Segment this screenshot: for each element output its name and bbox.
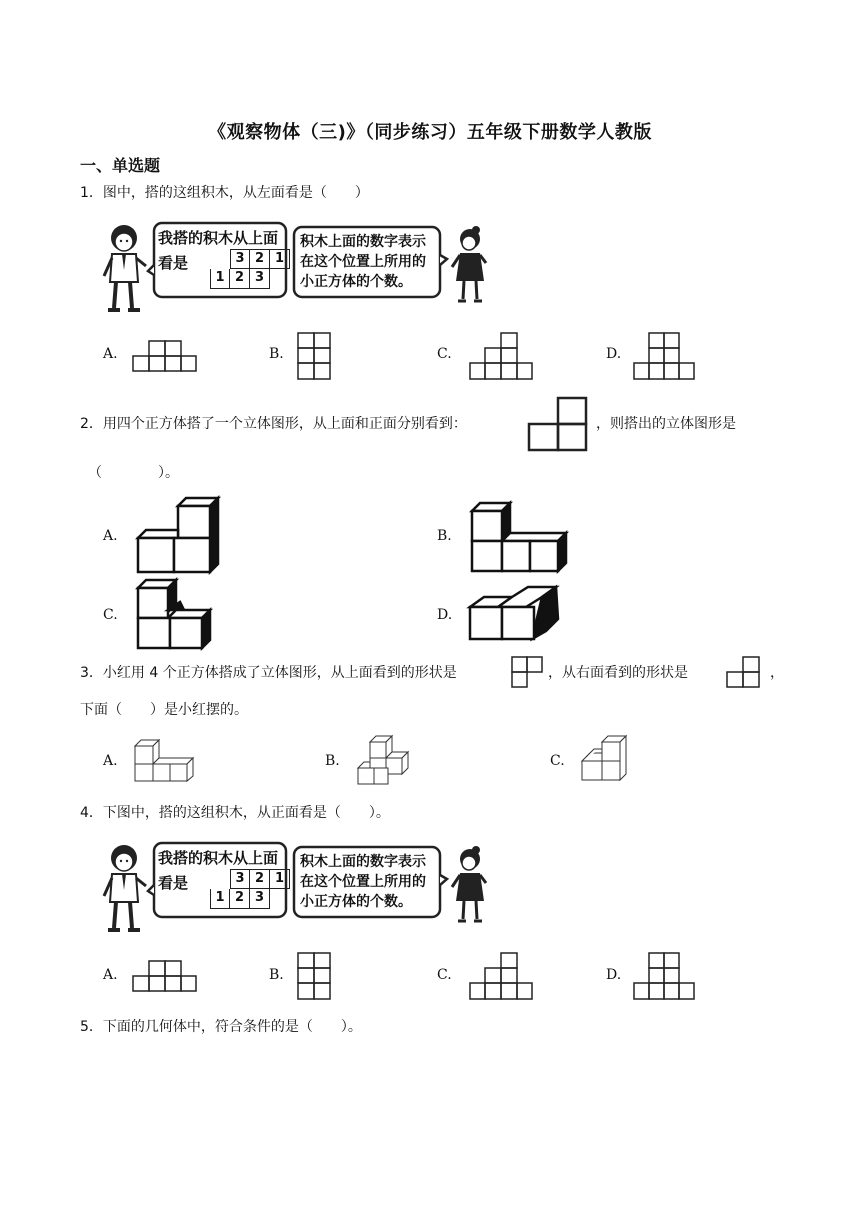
grid-row-bottom [210,269,270,289]
girl-speech-line2: 在这个位置上所用的 [300,874,426,890]
q3-right-view-figure [726,656,760,688]
question-3-text-end: ， [770,665,784,681]
q3-top-view-figure [511,656,543,688]
q2-option-d-solid[interactable] [468,583,562,641]
q1-option-d-view[interactable] [633,332,695,380]
question-3-text-middle: ，从右面看到的形状是 [548,665,688,681]
girl-figure-icon [450,845,488,925]
q2-option-c-solid[interactable] [136,580,216,650]
girl-speech-line3: 小正方体的个数。 [300,274,412,290]
grid-cell: 1 [210,889,230,909]
girl-figure-icon [450,225,488,305]
grid-cell: 1 [210,269,230,289]
question-5-text: 5．下面的几何体中，符合条件的是（ ）。 [80,1019,362,1035]
grid-row-bottom [210,889,270,909]
q3-option-a-solid[interactable] [133,738,195,782]
q1-option-a-label[interactable]: A. [103,346,118,362]
q4-option-c-label[interactable]: C. [437,967,452,983]
q3-option-a-label[interactable]: A. [103,753,118,769]
q4-option-d-view[interactable] [633,952,695,1000]
grid-cell: 2 [230,889,250,909]
q1-option-b-view[interactable] [297,332,331,380]
girl-speech-line1: 积木上面的数字表示 [300,234,426,250]
grid-row-top [210,249,290,269]
question-3-text-line2: 下面（ ）是小红摆的。 [80,702,248,718]
question-2-text-line2: （ ）。 [88,465,179,481]
grid-cell: 2 [250,869,270,889]
grid-cell: 1 [270,249,290,269]
section-heading: 一、单选题 [80,156,161,175]
question-4-illustration [100,835,490,935]
grid-cell: 2 [250,249,270,269]
boy-speech-prefix: 看是 [158,254,189,272]
q3-option-b-label[interactable]: B. [325,753,340,769]
grid-cell: 3 [230,869,250,889]
q4-option-c-view[interactable] [469,952,533,1000]
boy-speech-line1: 我搭的积木从上面 [158,849,279,867]
q3-option-b-solid[interactable] [356,736,410,786]
q1-option-c-view[interactable] [469,332,533,380]
page-title: 《观察物体（三)》（同步练习）五年级下册数学人教版 [208,122,652,143]
question-3-text-before: 3．小红用 4 个正方体搭成了立体图形，从上面看到的形状是 [80,665,457,681]
boy-figure-icon [100,220,150,315]
boy-figure-icon [100,840,150,935]
question-1-illustration [100,215,490,315]
boy-speech-prefix: 看是 [158,874,189,892]
q2-option-d-label[interactable]: D. [437,607,453,623]
q2-option-b-label[interactable]: B. [437,528,452,544]
q2-view-figure [527,396,589,452]
girl-speech-line1: 积木上面的数字表示 [300,854,426,870]
q1-option-d-label[interactable]: D. [606,346,622,362]
q3-option-c-solid[interactable] [580,736,630,784]
q4-option-d-label[interactable]: D. [606,967,622,983]
grid-cell: 3 [250,889,270,909]
q2-option-a-solid[interactable] [136,498,222,574]
grid-cell: 3 [250,269,270,289]
q4-option-a-label[interactable]: A. [103,967,118,983]
grid-cell: 1 [270,869,290,889]
grid-cell: 2 [230,269,250,289]
q4-option-a-view[interactable] [133,960,197,992]
q3-option-c-label[interactable]: C. [550,753,565,769]
q4-option-b-label[interactable]: B. [269,967,284,983]
q1-option-c-label[interactable]: C. [437,346,452,362]
q2-option-b-solid[interactable] [470,503,570,573]
grid-row-top [210,869,290,889]
question-2-text: 2．用四个正方体搭了一个立体图形，从上面和正面分别看到： [80,416,467,432]
q1-option-b-label[interactable]: B. [269,346,284,362]
boy-speech-line1: 我搭的积木从上面 [158,229,279,247]
question-1-text: 1．图中，搭的这组积木，从左面看是（ ） [80,185,369,201]
girl-speech-line3: 小正方体的个数。 [300,894,412,910]
q2-option-c-label[interactable]: C. [103,607,118,623]
question-2-text-after: ，则搭出的立体图形是 [596,416,736,432]
grid-cell: 3 [230,249,250,269]
q1-option-a-view[interactable] [133,340,197,372]
question-4-text: 4．下图中，搭的这组积木，从正面看是（ ）。 [80,805,390,821]
q4-option-b-view[interactable] [297,952,331,1000]
q2-option-a-label[interactable]: A. [103,528,118,544]
girl-speech-line2: 在这个位置上所用的 [300,254,426,270]
